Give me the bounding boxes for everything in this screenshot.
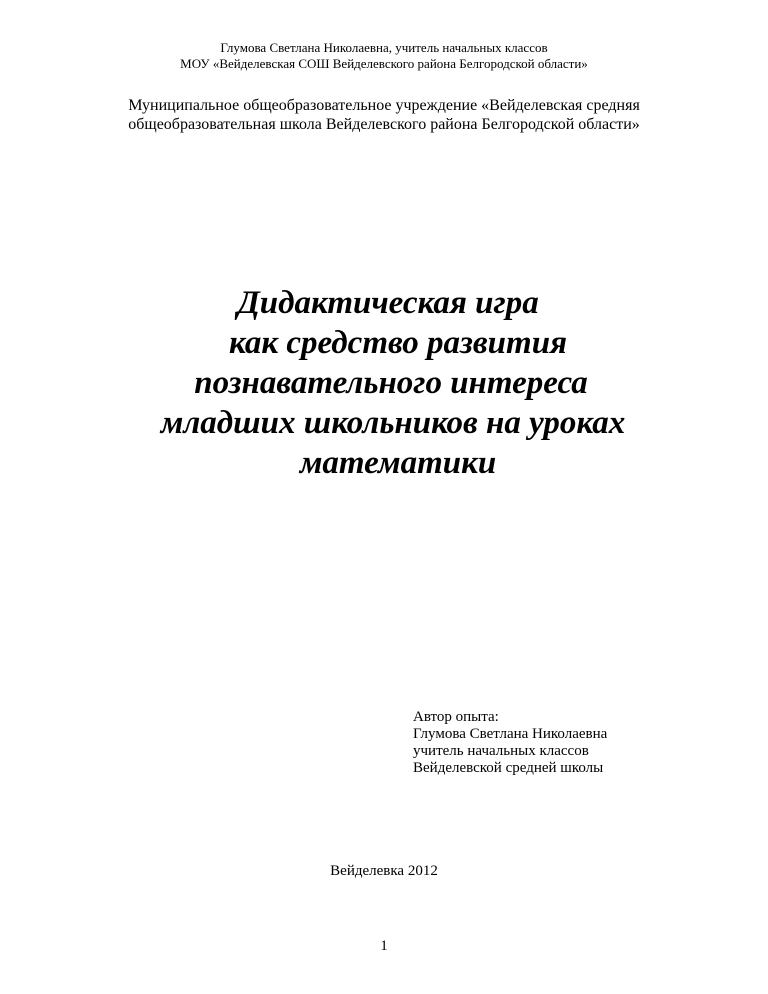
institution-name [0, 96, 768, 134]
title-line-5: математики [299, 445, 497, 481]
header-line-school: МОУ «Вейделевская СОШ Вейделевского района Белгородской области» [180, 56, 588, 71]
author-label: Автор опыта: [413, 709, 499, 725]
title-line-1: Дидактическая игра [237, 285, 539, 321]
title-line-3: познавательного интереса [194, 365, 588, 401]
running-header [0, 40, 768, 72]
header-line-author: Глумова Светлана Николаевна, учитель начальных классов [220, 40, 548, 55]
place-and-year: Вейделевка 2012 [330, 863, 438, 879]
author-position: учитель начальных классов [413, 743, 589, 759]
page-number: 1 [380, 938, 388, 954]
document-title [0, 283, 768, 483]
title-line-4: младших школьников на уроках [160, 405, 626, 441]
title-line-2: как средство развития [228, 325, 568, 361]
institution-line-2: общеобразовательная школа Вейделевского района Белгородской области» [128, 116, 640, 133]
institution-line-1: Муниципальное общеобразовательное учреждение «Вейделевская средняя [128, 97, 640, 114]
author-block [413, 709, 607, 777]
author-name: Глумова Светлана Николаевна [413, 726, 608, 742]
author-school: Вейделевской средней школы [413, 760, 604, 776]
